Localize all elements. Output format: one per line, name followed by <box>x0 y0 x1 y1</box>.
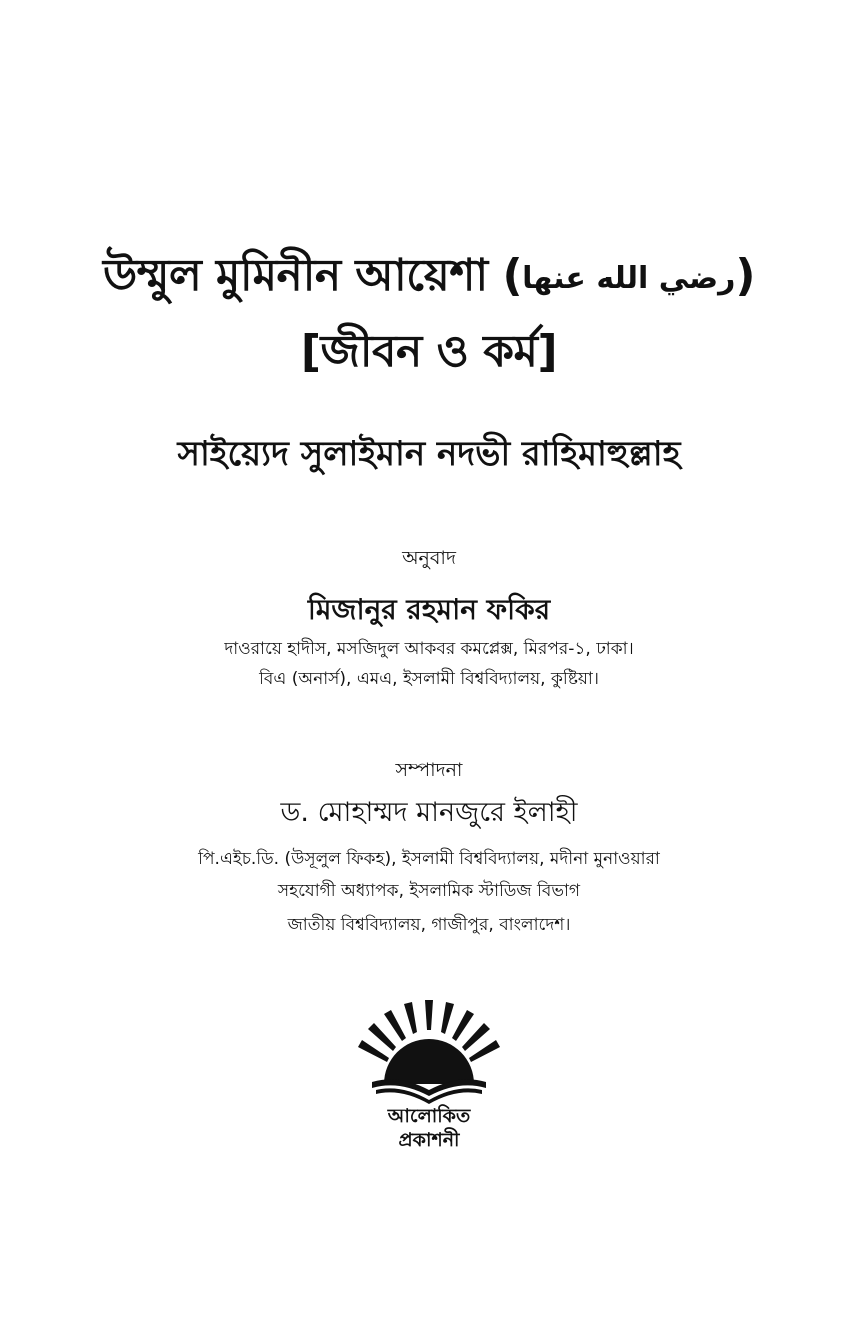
editor-name: ড. মোহাম্মদ মানজুরে ইলাহী <box>280 797 578 828</box>
author-name: সাইয়্যেদ সুলাইমান নদভী রাহিমাহুল্লাহ <box>177 434 681 474</box>
publisher-logo <box>354 992 504 1152</box>
honorific-calligraphy: رضي الله عنها <box>522 260 736 296</box>
publisher-name-line2: প্রকাশনী <box>398 1129 460 1151</box>
editor-credential-1: পি.এইচ.ডি. (উসূলুল ফিকহ), ইসলামী বিশ্ববিদ্যালয়, মদীনা মুনাওয়ারা <box>198 849 660 869</box>
book-title-text: উম্মুল মুমিনীন আয়েশা ( <box>103 250 523 301</box>
translator-credential-2: বিএ (অনার্স), এমএ, ইসলামী বিশ্ববিদ্যালয়, কুষ্টিয়া। <box>259 669 599 689</box>
editor-credential-3: জাতীয় বিশ্ববিদ্যালয়, গাজীপুর, বাংলাদেশ। <box>287 915 571 935</box>
publisher-name-line1: আলোকিত <box>387 1105 471 1127</box>
translator-name: মিজানুর রহমান ফকির <box>307 593 551 626</box>
book-title-close: ) <box>735 250 755 301</box>
rising-sun-book-icon <box>358 1000 500 1104</box>
translator-credential-1: দাওরায়ে হাদীস, মসজিদুল আকবর কমপ্লেক্স, মিরপর-১, ঢাকা। <box>224 639 634 659</box>
editor-credential-2: সহযোগী অধ্যাপক, ইসলামিক স্টাডিজ বিভাগ <box>277 881 581 901</box>
translation-label: অনুবাদ <box>402 547 456 569</box>
book-title-line1 <box>0 242 858 315</box>
editing-label: সম্পাদনা <box>395 759 463 781</box>
book-subtitle: [জীবন ও কর্ম] <box>300 326 558 377</box>
